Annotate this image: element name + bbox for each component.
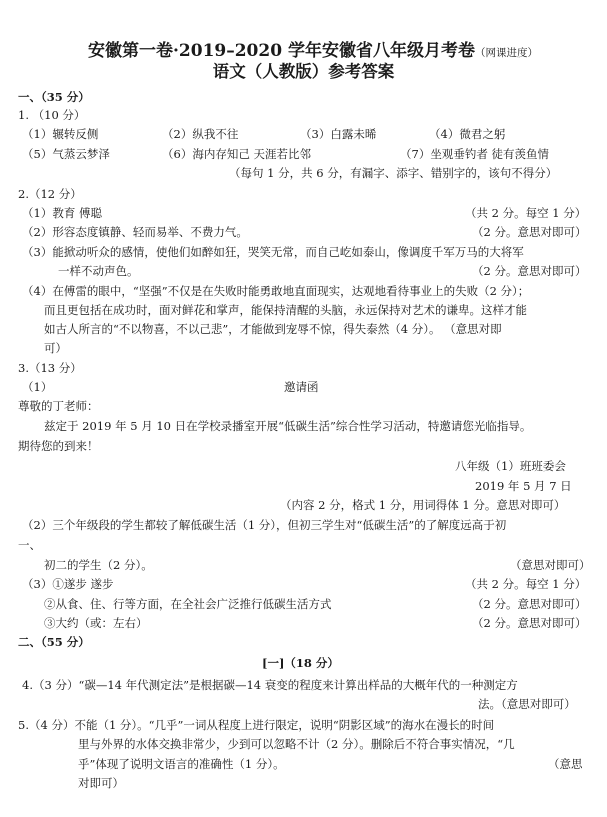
q2-item-1-score: （共 2 分。每空 1 分） [465,206,587,220]
q2-item-4-line-2: 而且更包括在成功时，面对鲜花和掌声，能保持清醒的头脑，永远保持对艺术的谦卑。这样才能 [44,303,527,317]
q2-item-4-line-3: 如古人所言的“不以物喜，不以己悲”，才能做到宠辱不惊，得失泰然（4 分）。 （意思对即 [44,322,502,336]
q3-item-1-score: （内容 2 分，格式 1 分，用词得体 1 分。意思对即可） [280,498,566,512]
q3-item-3a: （3）①遂步 遂步 [22,577,114,591]
q3-heading: 3.（13 分） [18,361,82,375]
q2-item-1: （1）教育 傅聪 [22,206,102,220]
q1-scoring-note: （每句 1 分，共 6 分，有漏字、添字、错别字的，该句不得分） [229,166,558,180]
q3-item-3b: ②从食、住、行等方面，在全社会广泛推行低碳生活方式 [44,597,332,611]
q2-item-2: （2）形容态度镇静、轻而易举、不费力气。 [22,225,248,239]
letter-date: 2019 年 5 月 7 日 [475,479,572,493]
q1-item-3: （3）白露未晞 [300,127,377,141]
q2-item-3-score: （2 分。意思对即可） [472,264,587,278]
q2-item-3-line-1: （3）能掀动听众的感情，使他们如醉如狂，哭笑无常，而自己屹如泰山，像调度千军万马的大将军 [22,245,524,259]
q2-heading: 2.（12 分） [18,187,82,201]
q3-item-1-label: （1） [22,380,53,394]
q2-item-2-score: （2 分。意思对即可） [472,225,587,239]
q2-item-4-line-4: 可） [44,341,67,355]
q3-item-3a-score: （共 2 分。每空 1 分） [465,577,587,591]
q3-item-3c-score: （2 分。意思对即可） [472,616,587,630]
letter-signer: 八年级（1）班班委会 [455,459,566,473]
q1-item-2: （2）纵我不往 [162,127,239,141]
title-main: 安徽第一卷·2019–2020 学年安徽省八年级月考卷 [88,41,475,61]
letter-body-line-2: 期待您的到来！ [18,439,99,453]
part-one-heading: [一]（18 分） [262,656,339,670]
document-subtitle: 语文（人教版）参考答案 [212,62,395,81]
letter-title: 邀请函 [284,380,319,394]
q5-line-3-tail: （意思 [548,757,583,771]
q1-heading: 1. （10 分） [18,108,86,122]
q4-line-1: 4.（3 分）“碳—14 年代测定法”是根据碳—14 衰变的程度来计算出样品的大概年代的一种测定方 [22,678,518,692]
q2-item-3-line-2: 一样不动声色。 [58,264,139,278]
title-note: （网课进度） [474,47,538,59]
document-title [88,43,538,61]
q5-line-2: 里与外界的水体交换非常少，少到可以忽略不计（2 分）。删除后不符合事实情况，“几 [78,737,515,751]
q3-item-2-score: （意思对即可） [510,558,591,572]
q4-line-2: 法。（意思对即可） [478,697,576,711]
q3-item-3c: ③大约（或：左右） [44,616,148,630]
q3-item-2-line-3: 初二的学生（2 分）。 [44,558,153,572]
q1-item-6: （6）海内存知己 天涯若比邻 [162,147,311,161]
letter-greeting: 尊敬的丁老师： [18,399,99,413]
section-two-heading: 二、（55 分） [18,635,90,649]
section-one-heading: 一、（35 分） [18,90,90,104]
q5-line-3: 乎”体现了说明文语言的准确性（1 分）。 [78,757,285,771]
q3-item-3b-score: （2 分。意思对即可） [472,597,587,611]
q5-line-4: 对即可） [78,776,124,790]
q3-item-2-line-2: 一、 [18,538,41,552]
q1-item-4: （4）微君之躬 [429,127,506,141]
q1-item-1: （1）辗转反侧 [22,127,99,141]
q5-line-1: 5.（4 分）不能（1 分）。“几乎”一词从程度上进行限定，说明“阴影区域”的海水在漫长的时间 [18,718,495,732]
q3-item-2-line-1: （2）三个年级段的学生都较了解低碳生活（1 分），但初三学生对“低碳生活”的了解度远高于初 [22,518,507,532]
q2-item-4-line-1: （4）在傅雷的眼中，“坚强”不仅是在失败时能勇敢地直面现实，达观地看待事业上的失败（2 分）； [22,284,530,298]
letter-body-line-1: 兹定于 2019 年 5 月 10 日在学校录播室开展“低碳生活”综合性学习活动，特邀请您光临指导。 [44,419,532,433]
q1-item-5: （5）气蒸云梦泽 [22,147,110,161]
q1-item-7: （7）坐观垂钓者 徒有羡鱼情 [400,147,549,161]
